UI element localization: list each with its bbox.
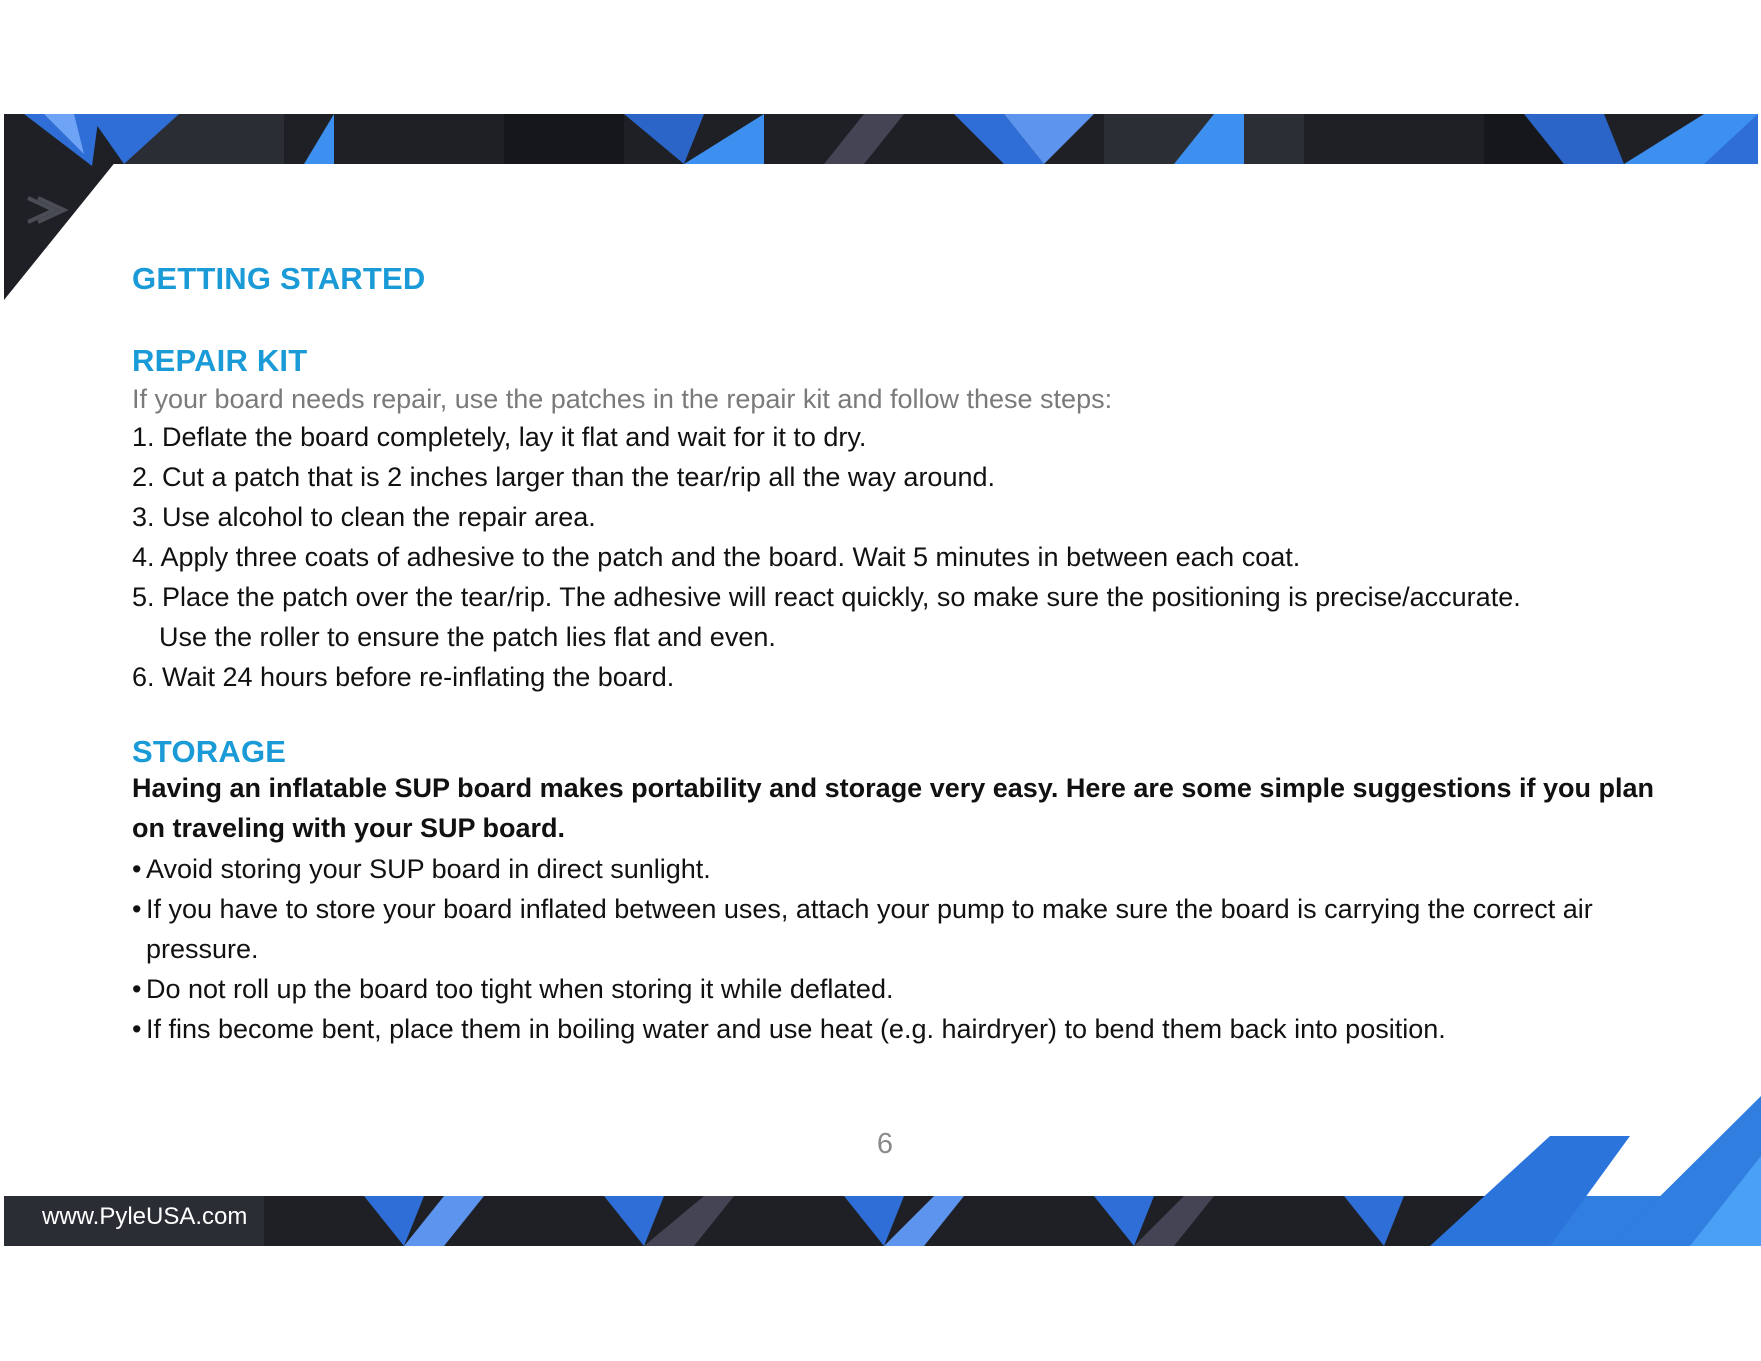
repair-kit-heading: REPAIR KIT [132,343,308,378]
repair-step: 1. Deflate the board completely, lay it flat and wait for it to dry. [132,422,867,452]
repair-kit-intro: If your board needs repair, use the patches in the repair kit and follow these steps: [132,384,1113,414]
storage-heading: STORAGE [132,734,287,769]
repair-step: 3. Use alcohol to clean the repair area. [132,502,596,532]
bullet-icon: • [132,854,142,884]
storage-tip-text: If you have to store your board inflated between uses, attach your pump to make sure the board is carrying the correct air pressure. [146,894,1593,964]
storage-tip [132,849,1692,889]
storage-tip [132,969,1692,1009]
repair-step: 6. Wait 24 hours before re-inflating the board. [132,662,675,692]
storage-tip-text: Avoid storing your SUP board in direct sunlight. [146,854,711,884]
getting-started-heading: GETTING STARTED [132,261,426,296]
storage-tip-text: Do not roll up the board too tight when storing it while deflated. [146,974,894,1004]
bullet-icon: • [132,974,142,1004]
bullet-icon: • [132,894,142,924]
storage-intro: Having an inflatable SUP board makes portability and storage very easy. Here are some simple suggestions if you plan on traveling with your SUP board. [132,773,1654,843]
corner-blue-decoration [1430,1096,1761,1246]
storage-tips-list [132,849,1692,1049]
repair-step: 5. Place the patch over the tear/rip. The adhesive will react quickly, so make sure the positioning is precise/accurate. [132,582,1521,612]
page-number: 6 [876,1128,894,1160]
footer-website-link[interactable]: www.PyleUSA.com [42,1203,248,1230]
storage-tip-text: If fins become bent, place them in boiling water and use heat (e.g. hairdryer) to bend them back into position. [146,1014,1446,1044]
repair-step: 4. Apply three coats of adhesive to the patch and the board. Wait 5 minutes in between each coat. [132,542,1301,572]
repair-step: 2. Cut a patch that is 2 inches larger than the tear/rip all the way around. [132,462,995,492]
repair-step-continuation: Use the roller to ensure the patch lies flat and even. [159,622,776,652]
storage-tip [132,1009,1692,1049]
storage-tip [132,889,1692,969]
repair-steps-list [132,417,1521,697]
bullet-icon: • [132,1014,142,1044]
